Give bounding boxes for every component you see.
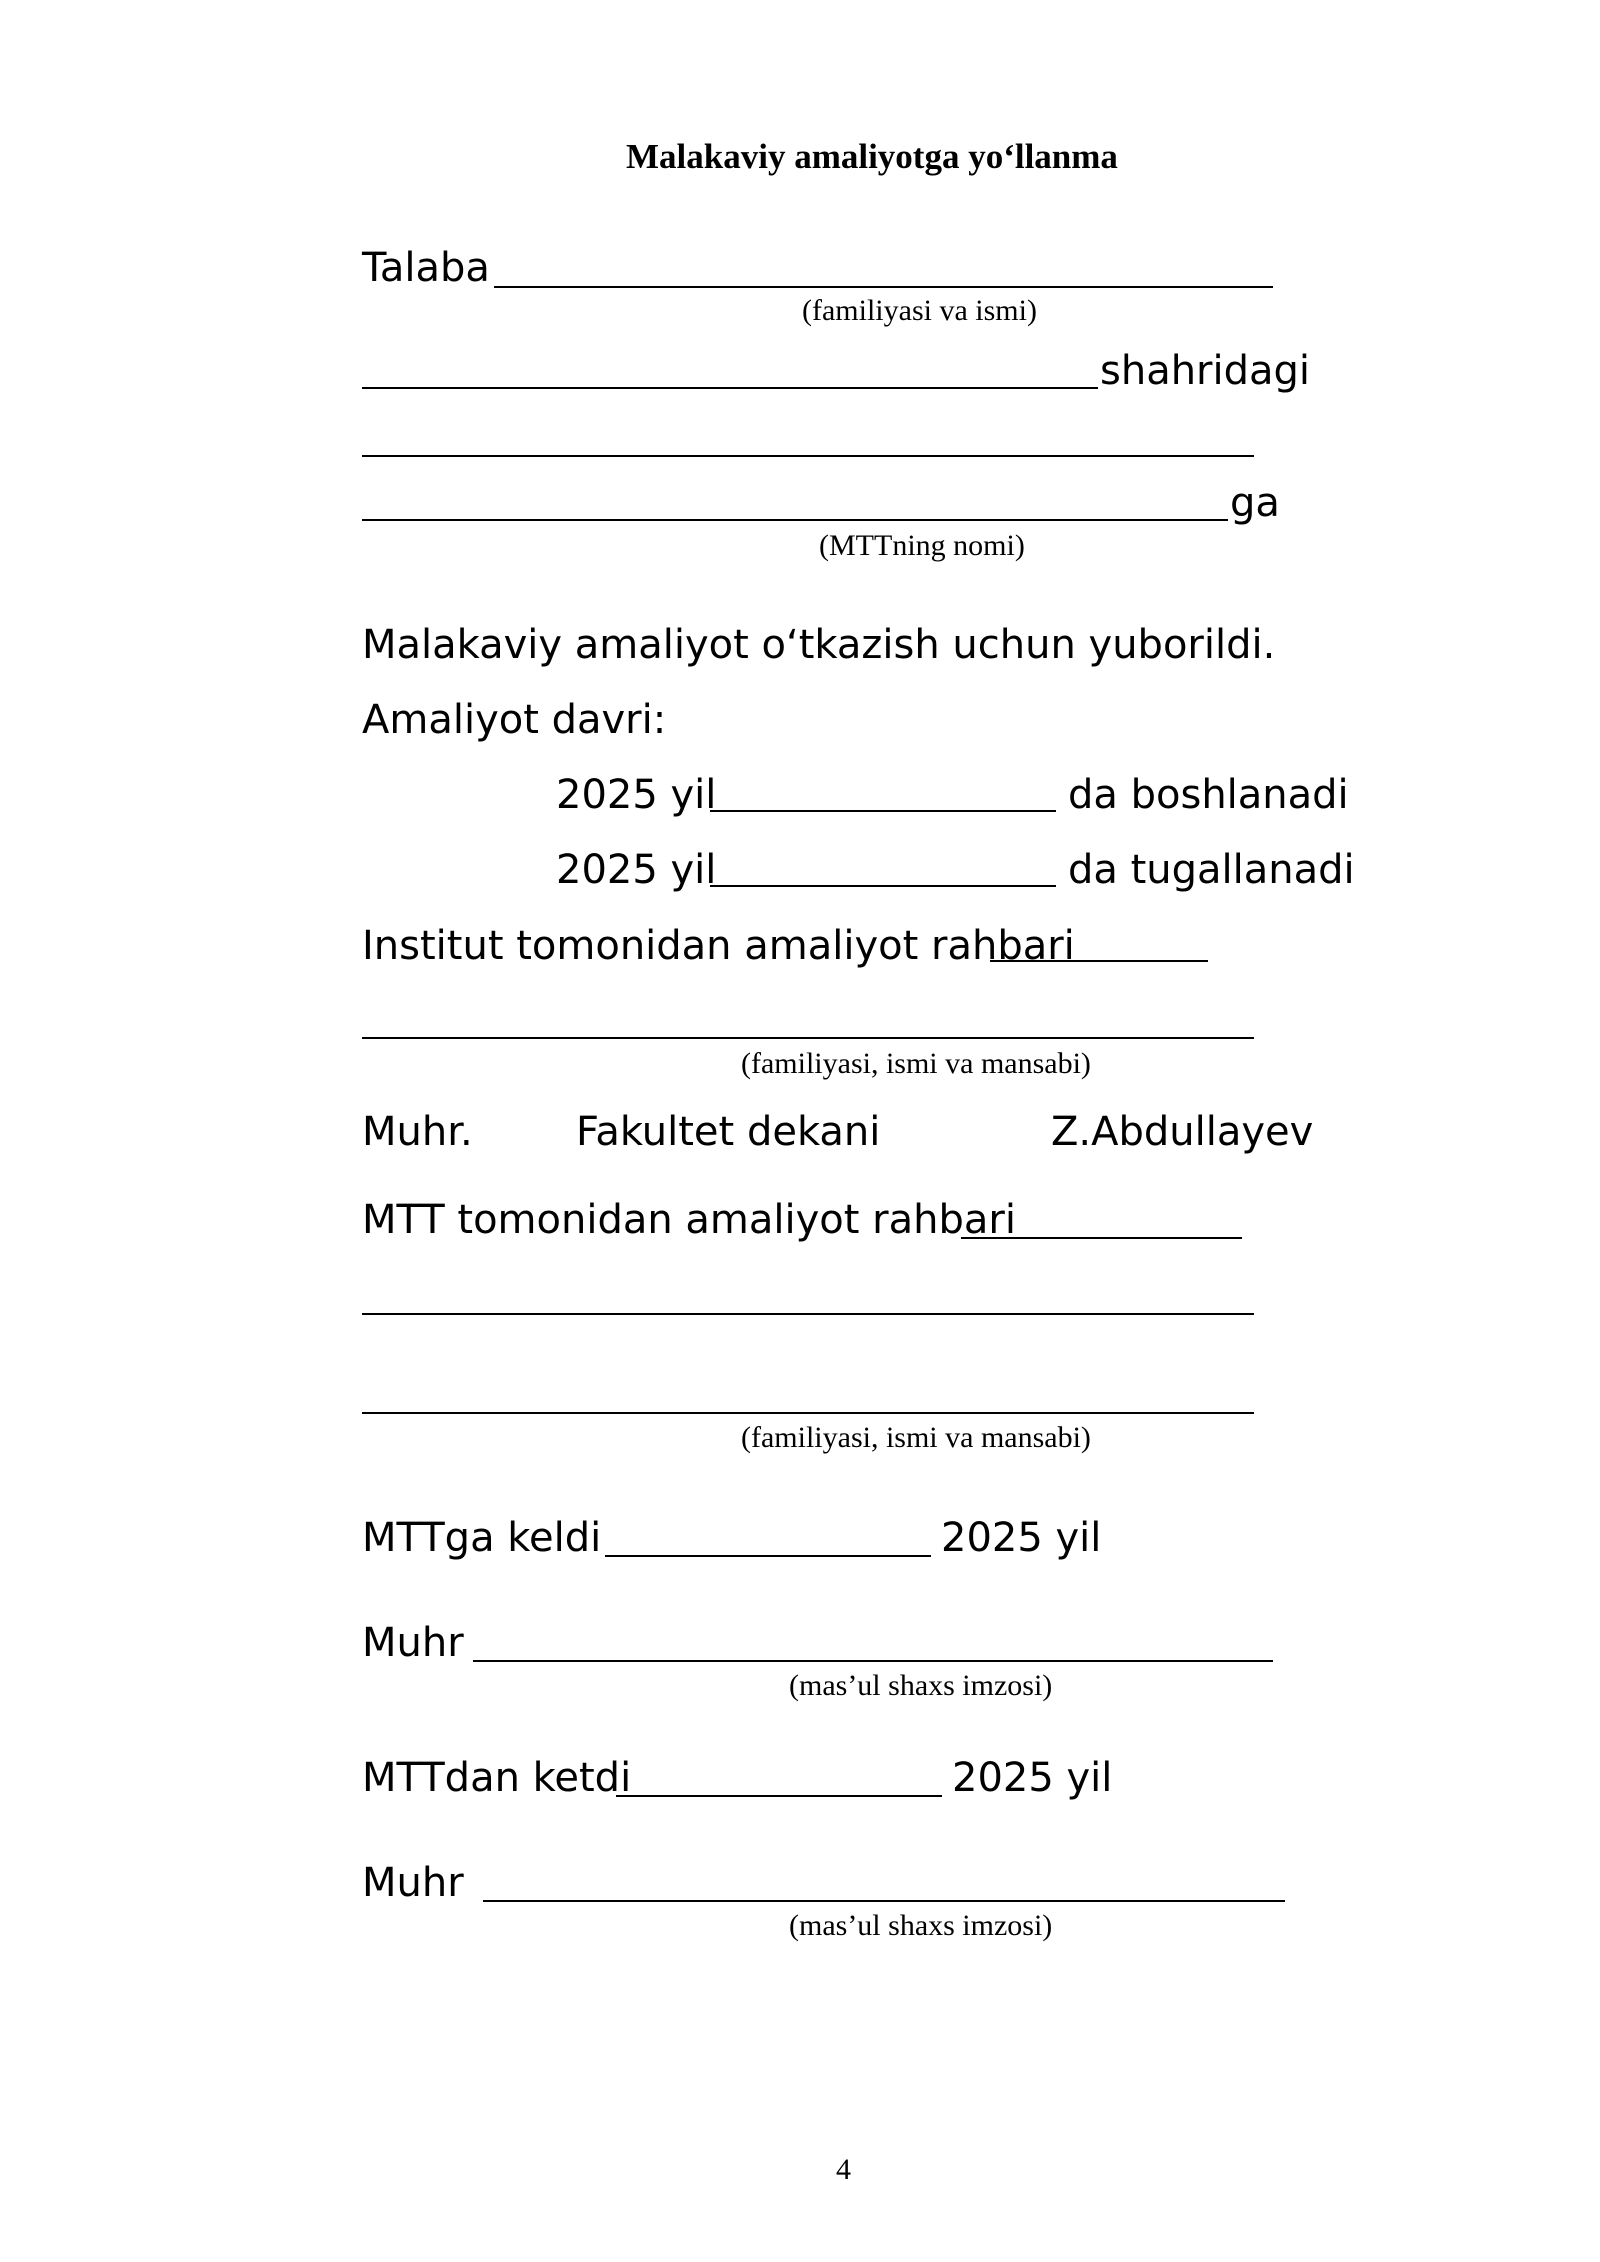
page-number: 4 [836, 2153, 851, 2186]
start-date-line [710, 810, 1056, 812]
to-suffix: ga [1230, 480, 1280, 526]
left-date-line [616, 1795, 942, 1797]
left-label: MTTdan ketdi [362, 1755, 632, 1801]
end-date-line [710, 885, 1056, 887]
dean-name: Z.Abdullayev [1051, 1109, 1314, 1155]
caption-position-1: (familiyasi, ismi va mansabi) [741, 1047, 1091, 1080]
caption-signature-2: (mas’ul shaxs imzosi) [789, 1909, 1053, 1942]
caption-position-2: (familiyasi, ismi va mansabi) [741, 1421, 1091, 1454]
arrived-label: MTTga keldi [362, 1515, 602, 1561]
institution-line-2 [362, 519, 1228, 521]
student-label: Talaba [362, 245, 490, 291]
year-end: 2025 yil [556, 847, 717, 893]
document-title: Malakaviy amaliyotga yo‘llanma [626, 137, 1118, 176]
left-year: 2025 yil [952, 1755, 1113, 1801]
period-label: Amaliyot davri: [362, 697, 667, 743]
institute-supervisor-line [990, 960, 1208, 962]
mtt-supervisor-line-3 [362, 1412, 1254, 1414]
caption-signature-1: (mas’ul shaxs imzosi) [789, 1669, 1053, 1702]
start-suffix: da boshlanadi [1068, 772, 1349, 818]
caption-name: (familiyasi va ismi) [802, 294, 1037, 327]
institution-line-1 [362, 455, 1254, 457]
seal-label-3: Muhr [362, 1860, 464, 1906]
student-name-line [494, 286, 1273, 288]
mtt-supervisor-line-2 [362, 1313, 1254, 1315]
city-line [362, 387, 1098, 389]
signature-line-1 [473, 1660, 1273, 1662]
signature-line-2 [483, 1900, 1285, 1902]
city-suffix: shahridagi [1100, 348, 1311, 394]
mtt-supervisor-line [961, 1237, 1242, 1239]
seal-label-1: Muhr. [362, 1109, 473, 1155]
dean-label: Fakultet dekani [576, 1109, 881, 1155]
end-suffix: da tugallanadi [1068, 847, 1355, 893]
arrived-year: 2025 yil [941, 1515, 1102, 1561]
year-start: 2025 yil [556, 772, 717, 818]
institute-supervisor-label: Institut tomonidan amaliyot rahbari [362, 923, 1075, 969]
caption-mtt: (MTTning nomi) [819, 529, 1025, 562]
mtt-supervisor-label: MTT tomonidan amaliyot rahbari [362, 1197, 1016, 1243]
sent-text: Malakaviy amaliyot o‘tkazish uchun yuborildi. [362, 622, 1276, 668]
arrived-date-line [605, 1555, 931, 1557]
seal-label-2: Muhr [362, 1620, 464, 1666]
institute-supervisor-line-2 [362, 1037, 1254, 1039]
